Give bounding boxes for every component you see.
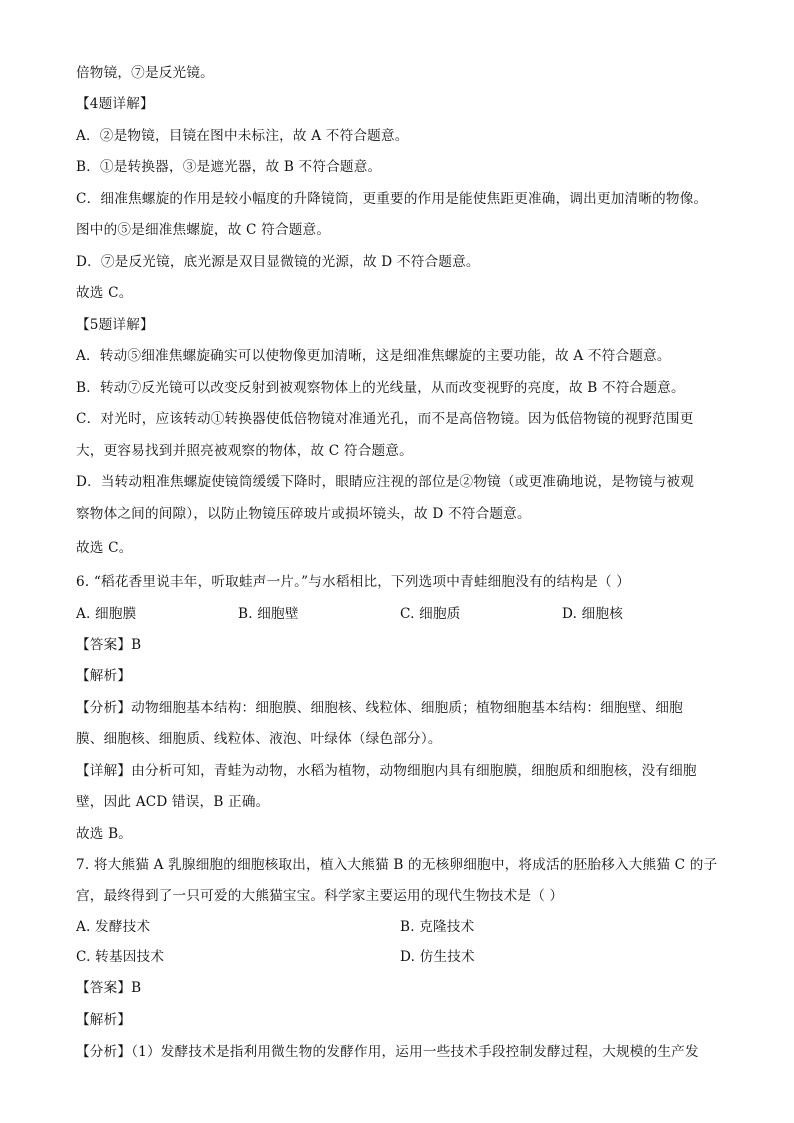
text-line: 【分析】（1）发酵技术是指利用微生物的发酵作用，运用一些技术手段控制发酵过程，大规模的生产发	[76, 1044, 699, 1060]
section-heading: 【5题详解】	[76, 317, 154, 333]
text-line: 故选 C。	[76, 285, 133, 301]
answer-line: 【答案】B	[76, 637, 142, 653]
option-b: B. 克隆技术	[400, 919, 475, 935]
text-line: C．对光时，应该转动①转换器使低倍物镜对准通光孔，而不是高倍物镜。因为低倍物镜的视野范围更	[76, 411, 694, 427]
option-d: D. 仿生技术	[400, 949, 475, 965]
option-c: C. 转基因技术	[76, 949, 165, 965]
question-6-options	[76, 603, 726, 625]
text-line: 【详解】由分析可知，青蛙为动物，水稻为植物，动物细胞内具有细胞膜，细胞质和细胞核，没有细胞	[76, 763, 697, 779]
text-line: 故选 B。	[76, 826, 133, 842]
section-heading: 【解析】	[76, 668, 132, 684]
text-line: A．转动⑤细准焦螺旋确实可以使物像更加清晰，这是细准焦螺旋的主要功能，故 A 不符合题意。	[76, 348, 671, 364]
option-c: C. 细胞质	[400, 606, 461, 622]
question-7: 7. 将大熊猫 A 乳腺细胞的细胞核取出，植入大熊猫 B 的无核卵细胞中，将成活的胚胎移入大熊猫 C 的子	[76, 857, 718, 873]
option-b: B. 细胞壁	[238, 606, 299, 622]
text-line: 大，更容易找到并照亮被观察的物体，故 C 符合题意。	[76, 443, 413, 459]
text-line: 故选 C。	[76, 540, 133, 556]
question-7: 宫，最终得到了一只可爱的大熊猫宝宝。科学家主要运用的现代生物技术是（ ）	[76, 888, 564, 904]
question-7-options	[76, 916, 726, 938]
text-line: 察物体之间的间隙），以防止物镜压碎玻片或损坏镜头，故 D 不符合题意。	[76, 506, 531, 522]
text-line: D．⑦是反光镜，底光源是双目显微镜的光源，故 D 不符合题意。	[76, 254, 480, 270]
section-heading: 【4题详解】	[76, 96, 154, 112]
text-line: 壁，因此 ACD 错误，B 正确。	[76, 794, 270, 810]
text-line: C．细准焦螺旋的作用是较小幅度的升降镜筒，更重要的作用是能使焦距更准确，调出更加清晰的物像。	[76, 191, 708, 207]
section-heading: 【解析】	[76, 1012, 132, 1028]
option-a: A. 发酵技术	[76, 919, 151, 935]
text-line: D．当转动粗准焦螺旋使镜筒缓缓下降时，眼睛应注视的部位是②物镜（或更准确地说，是物镜与被观	[76, 474, 695, 490]
text-line: 【分析】动物细胞基本结构：细胞膜、细胞核、线粒体、细胞质；植物细胞基本结构：细胞壁、细胞	[76, 700, 683, 716]
answer-line: 【答案】B	[76, 980, 142, 996]
text-line: A．②是物镜，目镜在图中未标注，故 A 不符合题意。	[76, 128, 409, 144]
question-6: 6. “稻花香里说丰年，听取蛙声一片。”与水稻相比，下列选项中青蛙细胞没有的结构是（ ）	[76, 574, 631, 590]
text-line: B．①是转换器，③是遮光器，故 B 不符合题意。	[76, 159, 382, 175]
question-7-options	[76, 946, 726, 968]
option-d: D. 细胞核	[562, 606, 624, 622]
text-line: B．转动⑦反光镜可以改变反射到被观察物体上的光线量，从而改变视野的亮度，故 B 不符合题意。	[76, 380, 685, 396]
text-line: 图中的⑤是细准焦螺旋，故 C 符合题意。	[76, 222, 331, 238]
option-a: A. 细胞膜	[76, 606, 137, 622]
text-line: 膜、细胞核、细胞质、线粒体、液泡、叶绿体（绿色部分）。	[76, 731, 442, 747]
text-line: 倍物镜，⑦是反光镜。	[76, 65, 214, 81]
